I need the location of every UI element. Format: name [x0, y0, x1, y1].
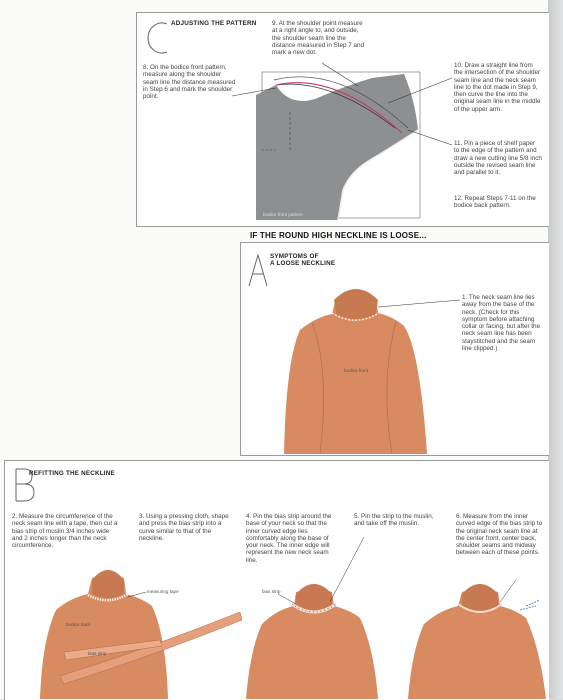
- bodice-front-label: bodice front: [344, 368, 369, 373]
- section-a-title-1: SYMPTOMS OF: [270, 253, 319, 260]
- pattern-label: bodice front pattern: [263, 212, 303, 217]
- step-8-text: 8. On the bodice front pattern, measure along the shoulder seam line the distance measured in Step 6 and mark the shoulder point.: [143, 64, 236, 101]
- step-12-text: 12. Repeat Steps 7-11 on the bodice back pattern.: [454, 195, 536, 210]
- measure-marks: [520, 600, 540, 610]
- section-b-title: REFITTING THE NECKLINE: [29, 470, 115, 477]
- bodice-back-label: bodice back: [66, 622, 91, 627]
- figure-1-neck: [92, 570, 124, 598]
- leader-step-4: [278, 594, 296, 604]
- section-c-title: ADJUSTING THE PATTERN: [171, 20, 257, 27]
- step-10-text: 10. Draw a straight line from the intersection of the shoulder seam line and the neck seam line to the dot made in Step 9, then curve the line into the original seam line in the middle of the upper arm.: [454, 62, 541, 113]
- bias-strip-label-2: bias strip: [262, 589, 281, 594]
- leader-step-5: [330, 537, 364, 602]
- step-9-text: 9. At the shoulder point measure at a right angle to, and outside, the shoulder seam line the distance measured in Step 7 and mark a new dot.: [272, 20, 365, 57]
- step-5-text: 5. Pin the strip to the muslin, and take off the muslin.: [354, 513, 434, 528]
- step-2-text: 2. Measure the circumference of the neck seam line with a tape, then cut a bias strip of muslin 3/4 inches wide and 2 inches longer than the neck circumference.: [12, 513, 118, 550]
- step-4-text: 4. Pin the bias strip around the base of your neck so that the inner curved edge lies comfortably along the base of your neck. The inner edge will represent the new neck seam line.: [246, 513, 332, 564]
- step-6-text: 6. Measure from the inner curved edge of the bias strip to the original neck seam line at the center front, center back, shoulder seams and midway between each of these points.: [456, 513, 543, 557]
- step-1-text: 1. The neck seam line lies away from the base of the neck. (Check for this symptom before attaching collar or facing, but after the neck seam line has been staystitched and the seam line clipped.): [462, 294, 541, 353]
- neckline-banner: IF THE ROUND HIGH NECKLINE IS LOOSE...: [250, 231, 427, 240]
- figure-3-neck: [462, 584, 498, 611]
- figure-2-neck: [296, 584, 332, 611]
- bias-strip-label: bias strip: [88, 651, 107, 656]
- step-3-text: 3. Using a pressing cloth, shape and press the bias strip into a curve similar to that of the neckline.: [139, 513, 229, 542]
- section-a-title-2: A LOOSE NECKLINE: [270, 260, 336, 267]
- leader-step-6: [500, 580, 516, 602]
- leader-tape: [128, 592, 146, 597]
- measuring-tape-label: measuring tape: [147, 589, 179, 594]
- step-11-text: 11. Pin a piece of shelf paper to the edge of the pattern and draw a new cutting line 5/8 inch outside the revised seam line and parallel to it.: [454, 140, 542, 177]
